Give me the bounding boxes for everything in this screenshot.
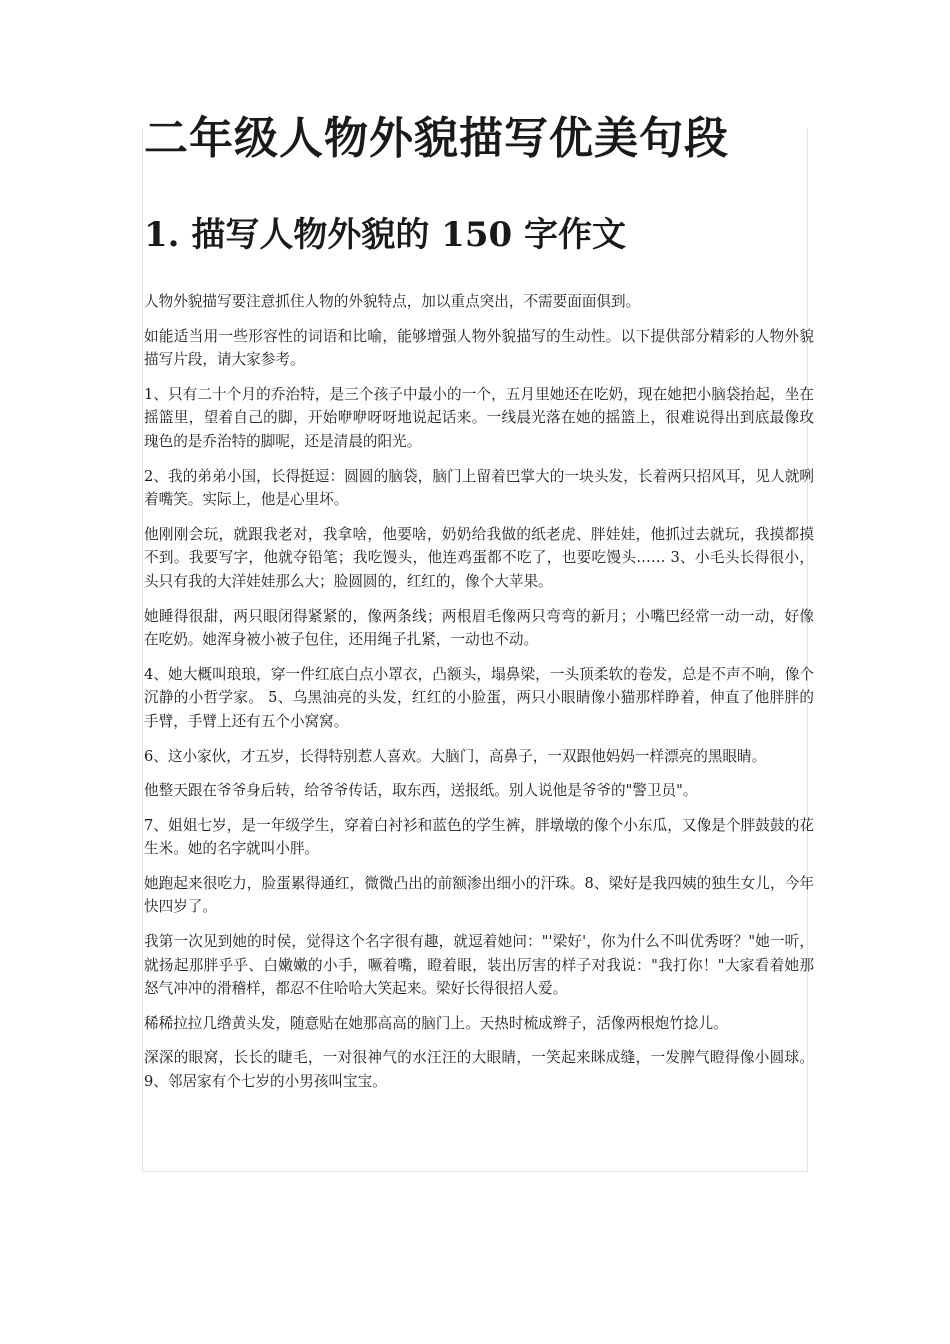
paragraph: 1、只有二十个月的乔治特，是三个孩子中最小的一个，五月里她还在吃奶，现在她把小脑袋抬起，坐在摇篮里，望着自己的脚，开始咿咿呀呀地说起话来。一线晨光落在她的摇篮上，很难说得出到底最像玫瑰色的是乔治特的脚呢，还是清晨的阳光。: [144, 385, 814, 450]
paragraph: 6、这小家伙，才五岁，长得特别惹人喜欢。大脑门，高鼻子，一双跟他妈妈一样漂亮的黑眼睛。: [144, 747, 767, 765]
paragraph: 如能适当用一些形容性的词语和比喻，能够增强人物外貌描写的生动性。以下提供部分精彩的人物外貌描写片段，请大家参考。: [144, 327, 814, 369]
paragraph: 我第一次见到她的时侯，觉得这个名字很有趣，就逗着她问："'梁好'，你为什么不叫优秀呀？"她一听，就扬起那胖乎乎、白嫩嫩的小手，噘着嘴，瞪着眼，装出厉害的样子对我说："我打你！"大家看着她那怒气冲冲的滑稽样，都忍不住哈哈大笑起来。梁好长得很招人爱。: [144, 933, 814, 998]
paragraph: 他刚刚会玩，就跟我老对，我拿啥，他要啥，奶奶给我做的纸老虎、胖娃娃，他抓过去就玩，我摸都摸不到。我要写字，他就夺铅笔；我吃馒头，他连鸡蛋都不吃了，也要吃馒头…… 3、小毛头长得很小，头只有我的大洋娃娃那么大；脸圆圆的，红红的，像个大苹果。: [144, 525, 814, 590]
paragraph: 深深的眼窝，长长的睫毛，一对很神气的水汪汪的大眼睛，一笑起来眯成缝，一发脾气瞪得像小圆球。 9、邻居家有个七岁的小男孩叫宝宝。: [144, 1049, 814, 1091]
document-body: [144, 108, 814, 1105]
paragraph: 稀稀拉拉几绺黄头发，随意贴在她那高高的脑门上。天热时梳成辫子，活像两根炮竹捻儿。: [144, 1014, 728, 1032]
paragraph: 她睡得很甜，两只眼闭得紧紧的，像两条线；两根眉毛像两只弯弯的新月；小嘴巴经常一动一动，好像在吃奶。她浑身被小被子包住，还用绳子扎紧，一动也不动。: [144, 607, 814, 649]
section-heading: 1. 描写人物外貌的 150 字作文: [144, 215, 626, 255]
paragraph: 4、她大概叫琅琅，穿一件红底白点小罩衣，凸额头，塌鼻梁，一头顶柔软的卷发，总是不声不响，像个沉静的小哲学家。 5、乌黑油亮的头发，红红的小脸蛋，两只小眼睛像小猫那样睁着，伸直了他胖胖的手臂，手臂上还有五个小窝窝。: [144, 665, 814, 730]
paragraph: 人物外貌描写要注意抓住人物的外貌特点，加以重点突出，不需要面面俱到。: [144, 293, 641, 310]
paragraph: 她跑起来很吃力，脸蛋累得通红，微微凸出的前额渗出细小的汗珠。8、梁好是我四姨的独生女儿，今年快四岁了。: [144, 874, 814, 916]
document-title: 二年级人物外貌描写优美句段: [144, 113, 729, 164]
paragraph: 7、姐姐七岁，是一年级学生，穿着白衬衫和蓝色的学生裤，胖墩墩的像个小东瓜，又像是个胖鼓鼓的花生米。她的名字就叫小胖。: [144, 816, 814, 858]
paragraph: 2、我的弟弟小国，长得挺逗：圆圆的脑袋，脑门上留着巴掌大的一块头发，长着两只招风耳，见人就咧着嘴笑。实际上，他是心里坏。: [144, 467, 814, 509]
paragraph: 他整天跟在爷爷身后转，给爷爷传话，取东西，送报纸。别人说他是爷爷的"警卫员"。: [144, 782, 698, 800]
